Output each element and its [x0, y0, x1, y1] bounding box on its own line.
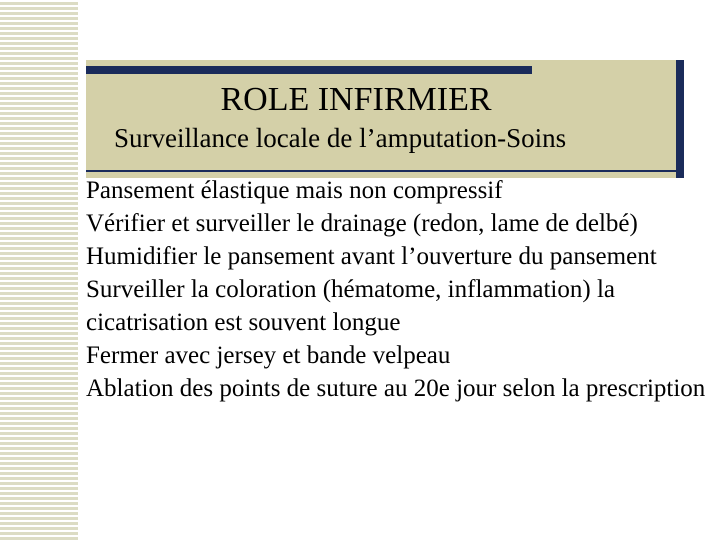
title-accent-line-bottom: [86, 170, 684, 172]
title-accent-line-side: [676, 60, 684, 178]
title-accent-line-top: [86, 66, 532, 74]
slide-subtitle: Surveillance locale de l’amputation-Soins: [114, 123, 567, 153]
bullet-item: Humidifier le pansement avant l’ouverture du pansement: [86, 243, 657, 270]
bullet-item: Fermer avec jersey et bande velpeau: [86, 342, 451, 369]
bullet-item: Pansement élastique mais non compressif: [86, 177, 503, 204]
bullet-item: Vérifier et surveiller le drainage (redon, lame de delbé): [86, 210, 638, 237]
decorative-stripe-band: [0, 0, 78, 540]
bullet-item: Ablation des points de suture au 20e jour selon la prescription: [86, 375, 706, 402]
slide-title: ROLE INFIRMIER: [220, 81, 492, 118]
bullet-item: Surveiller la coloration (hématome, inflammation) la cicatrisation est souvent longue: [86, 276, 615, 336]
bullet-list: [86, 174, 716, 405]
